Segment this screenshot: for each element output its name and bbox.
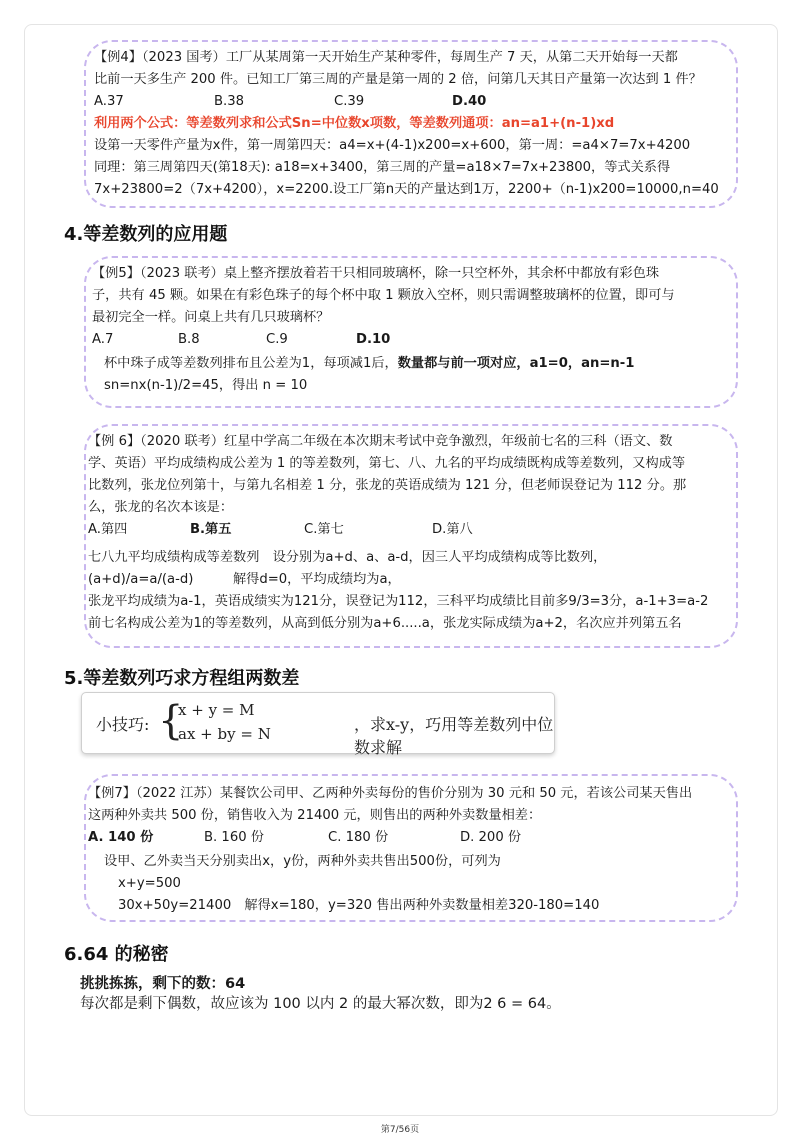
ex6-solution-line-2: (a+d)/a=a/(a-d) 解得d=0，平均成绩均为a， xyxy=(88,572,401,587)
ex5-solution-line-1 xyxy=(104,354,634,374)
ex6-option-d: D.第八 xyxy=(432,522,473,537)
ex4-option-b: B.38 xyxy=(214,94,245,109)
section-6-heading: 6.64 的秘密 xyxy=(64,944,169,965)
ex7-question-line-2: 这两种外卖共 500 份，销售收入为 21400 元，则售出的两种外卖数量相差： xyxy=(88,808,542,823)
ex6-question-line-2: 学、英语）平均成绩构成公差为 1 的等差数列，第七、八、九名的平均成绩既构成等差数列，又构成等 xyxy=(88,456,686,471)
ex7-option-c: C. 180 份 xyxy=(328,830,389,845)
tip-equation-1: x + y = M xyxy=(178,701,255,719)
ex6-solution-line-4: 前七名构成公差为1的等差数列，从高到低分别为a+6.....a，张龙实际成绩为a+2，名次应并列第五名 xyxy=(88,616,682,631)
ex4-solution-line-3: 7x+23800=2（7x+4200），x=2200.设工厂第n天的产量达到1万，2200+（n-1)x200=10000,n=40 xyxy=(94,182,719,197)
ex6-option-a: A.第四 xyxy=(88,522,128,537)
ex6-question-line-3: 比数列，张龙位列第十，与第九名相差 1 分，张龙的英语成绩为 121 分，但老师误登记为 112 分。那 xyxy=(88,478,687,493)
section-4-heading: 4.等差数列的应用题 xyxy=(64,224,228,245)
ex6-question-line-4: 么，张龙的名次本该是： xyxy=(88,500,234,515)
tip-formula-image xyxy=(81,692,555,757)
section-6-text: 每次都是剩下偶数，故应该为 100 以内 2 的最大幂次数，即为2 6 = 64。 xyxy=(80,996,561,1012)
ex5-option-d-answer: D.10 xyxy=(356,332,391,347)
ex6-solution-line-1: 七八九平均成绩构成等差数列 设分别为a+d、a、a-d，因三人平均成绩构成等比数列， xyxy=(88,550,607,565)
ex4-formula-note: 利用两个公式：等差数列求和公式Sn=中位数x项数，等差数列通项：an=a1+(n-1)xd xyxy=(94,116,615,131)
tip-label: 小技巧: xyxy=(96,715,150,734)
ex7-solution-line-3: 30x+50y=21400 解得x=180，y=320 售出两种外卖数量相差320-180=140 xyxy=(118,898,600,913)
page-number: 第7/56页 xyxy=(380,1125,420,1135)
ex7-solution-line-1: 设甲、乙外卖当天分别卖出x，y份，两种外卖共售出500份，可列为 xyxy=(104,854,501,869)
section-6-subtitle: 挑挑拣拣，剩下的数：64 xyxy=(80,976,246,992)
section-5-heading: 5.等差数列巧求方程组两数差 xyxy=(64,668,300,689)
ex5-question-line-3: 最初完全一样。问桌上共有几只玻璃杯？ xyxy=(92,310,330,325)
ex5-solution-line-2: sn=nx(n-1)/2=45，得出 n = 10 xyxy=(104,378,308,393)
ex5-option-a: A.7 xyxy=(92,332,114,347)
ex5-question-line-2: 子，共有 45 颗。如果在有彩色珠子的每个杯中取 1 颗放入空杯，则只需调整玻璃杯的位置，即可与 xyxy=(92,288,675,303)
ex5-question-line-1: 【例5】（2023 联考）桌上整齐摆放着若干只相同玻璃杯，除一只空杯外，其余杯中都放有彩色珠 xyxy=(92,266,660,281)
ex7-option-b: B. 160 份 xyxy=(204,830,264,845)
ex4-option-a: A.37 xyxy=(94,94,124,109)
ex4-solution-line-1: 设第一天零件产量为x件，第一周第四天：a4=x+(4-1)x200=x+600，第一周：=a4×7=7x+4200 xyxy=(94,138,691,153)
ex5-solution-text: 杯中珠子成等差数列排布且公差为1，每项减1后， xyxy=(104,356,398,371)
ex4-option-c: C.39 xyxy=(334,94,365,109)
left-brace-icon: { xyxy=(158,698,184,744)
ex5-option-c: C.9 xyxy=(266,332,288,347)
ex4-question-line-1: 【例4】（2023 国考）工厂从某周第一天开始生产某种零件，每周生产 7 天，从第二天开始每一天都 xyxy=(94,50,678,65)
tip-text: ，求x-y，巧用等差数列中位数求解 xyxy=(354,715,554,757)
ex5-option-b: B.8 xyxy=(178,332,200,347)
ex7-solution-line-2: x+y=500 xyxy=(118,876,181,891)
ex7-question-line-1: 【例7】（2022 江苏）某餐饮公司甲、乙两种外卖每份的售价分别为 30 元和 50 元，若该公司某天售出 xyxy=(88,786,693,801)
ex4-question-line-2: 比前一天多生产 200 件。已知工厂第三周的产量是第一周的 2 倍，问第几天其日产量第一次达到 1 件？ xyxy=(94,72,702,87)
ex6-question-line-1: 【例 6】（2020 联考）红星中学高二年级在本次期末考试中竞争激烈，年级前七名的三科（语文、数 xyxy=(88,434,673,449)
ex7-option-a-answer: A. 140 份 xyxy=(88,830,154,845)
ex6-option-c: C.第七 xyxy=(304,522,344,537)
tip-equation-2: ax + by = N xyxy=(178,725,271,743)
ex4-option-d-answer: D.40 xyxy=(452,94,487,109)
ex6-solution-line-3: 张龙平均成绩为a-1，英语成绩实为121分，误登记为112，三科平均成绩比目前多9/3=3分，a-1+3=a-2 xyxy=(88,594,709,609)
ex5-solution-key-point: 数量都与前一项对应，a1=0，an=n-1 xyxy=(397,356,635,371)
ex7-option-d: D. 200 份 xyxy=(460,830,522,845)
ex4-solution-line-2: 同理：第三周第四天(第18天): a18=x+3400，第三周的产量=a18×7=7x+23800，等式关系得 xyxy=(94,160,671,175)
ex6-option-b-answer: B.第五 xyxy=(190,522,232,537)
